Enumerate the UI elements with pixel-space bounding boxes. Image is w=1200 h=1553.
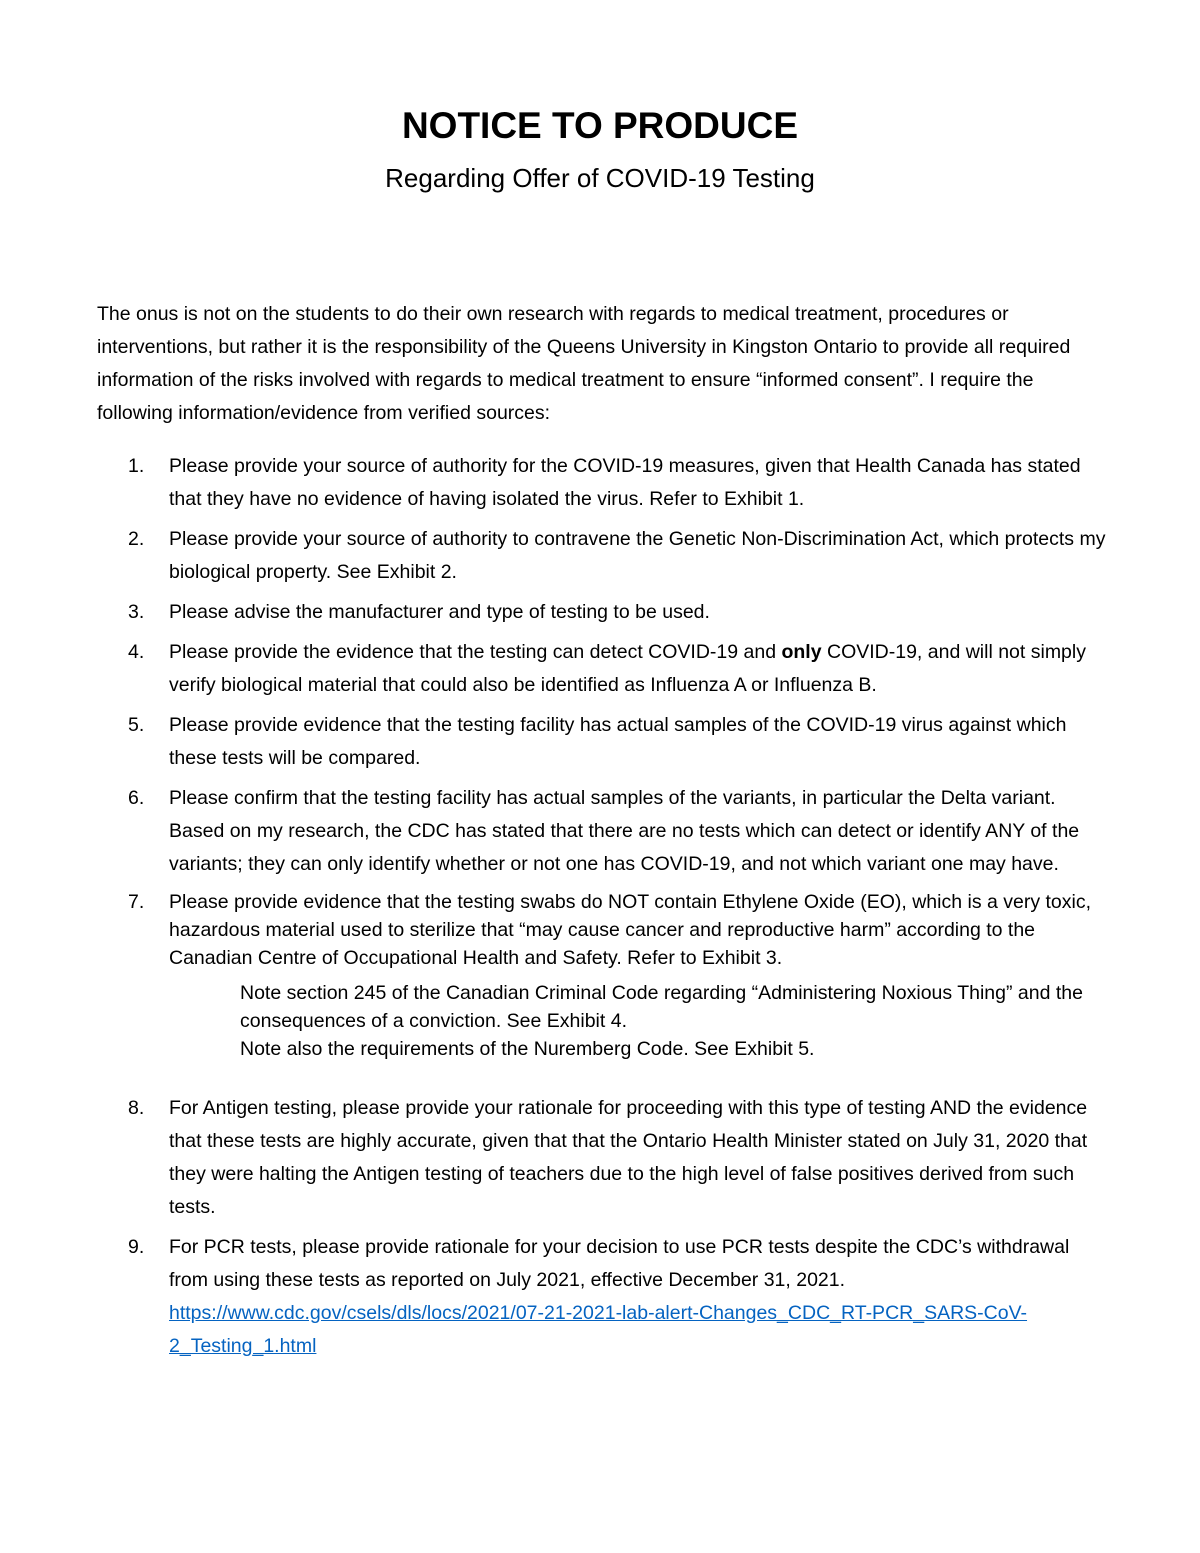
list-number: 4. [128, 641, 145, 663]
intro-paragraph: The onus is not on the students to do their own research with regards to medical treatment, procedures or interventions, but rather it is the responsibility of the Queens University in Kingston Ontario to provide all required information of the risks involved with regards to medical treatment to ensure “informed consent”. I require the following information/evidence from verified sources: [97, 303, 1071, 424]
spacer [97, 1063, 1107, 1092]
document-subtitle: Regarding Offer of COVID-19 Testing [385, 163, 815, 193]
list-number: 2. [128, 528, 145, 550]
list-item-8 [97, 1092, 1107, 1224]
list-item-text: Please provide your source of authority to contravene the Genetic Non-Discrimination Act, which protects my biological property. See Exhibit 2. [169, 528, 1106, 583]
list-number: 9. [128, 1236, 145, 1258]
list-item-5 [97, 709, 1107, 775]
note-criminal-code: Note section 245 of the Canadian Criminal Code regarding “Administering Noxious Thing” and the consequences of a conviction. See Exhibit 4. [240, 982, 1083, 1032]
list-number: 8. [128, 1097, 145, 1119]
list-item-7 [97, 888, 1107, 972]
list-item-text: Please advise the manufacturer and type of testing to be used. [169, 601, 710, 623]
list-item-text [169, 641, 1086, 696]
list-number: 7. [128, 891, 145, 913]
list-item-text: Please provide evidence that the testing facility has actual samples of the COVID-19 virus against which these tests will be compared. [169, 714, 1067, 769]
list-number: 5. [128, 714, 145, 736]
list-item-9 [97, 1231, 1107, 1363]
list-item-text: For Antigen testing, please provide your rationale for proceeding with this type of testing AND the evidence that these tests are highly accurate, given that that the Ontario Health Minister stated on July 31, 2020 that they were halting the Antigen testing of teachers due to the high level of false positives derived from such tests. [169, 1097, 1088, 1218]
list-number: 3. [128, 601, 145, 623]
list-item-2 [97, 523, 1107, 589]
cdc-lab-alert-link[interactable]: https://www.cdc.gov/csels/dls/locs/2021/07-21-2021-lab-alert-Changes_CDC_RT-PCR_SARS-CoV-2_Testing_1.html [169, 1302, 1028, 1357]
list-item-text-start: Please provide the evidence that the testing can detect COVID-19 and [169, 641, 782, 663]
list-number: 6. [128, 787, 145, 809]
list-item-text: Please provide your source of authority for the COVID-19 measures, given that Health Canada has stated that they have no evidence of having isolated the virus. Refer to Exhibit 1. [169, 455, 1081, 510]
emphasis-text: only [781, 641, 822, 663]
request-list [97, 450, 1107, 1370]
list-item-text: Please provide evidence that the testing swabs do NOT contain Ethylene Oxide (EO), which is a very toxic, hazardous material used to sterilize that “may cause cancer and reproductive harm” according to the Canadian Centre of Occupational Health and Safety. Refer to Exhibit 3. [169, 891, 1092, 969]
list-item-1 [97, 450, 1107, 516]
note-nuremberg-code: Note also the requirements of the Nuremberg Code. See Exhibit 5. [240, 1038, 815, 1060]
list-item-3 [97, 596, 1107, 629]
list-item-4 [97, 636, 1107, 702]
list-item-text: Please confirm that the testing facility has actual samples of the variants, in particular the Delta variant. Based on my research, the CDC has stated that there are no tests which can detect or identify ANY of the variants; they can only identify whether or not one has COVID-19, and not which variant one may have. [169, 787, 1080, 875]
list-item-6 [97, 782, 1107, 881]
list-number: 1. [128, 455, 145, 477]
list-item-text-end: COVID-19, and will not simply verify biological material that could also be identified as Influenza A or Influenza B. [169, 641, 1086, 696]
list-item-text: For PCR tests, please provide rationale for your decision to use PCR tests despite the CDC’s withdrawal from using these tests as reported on July 2021, effective December 31, 2021. [169, 1236, 1070, 1291]
document-title: NOTICE TO PRODUCE [401, 105, 799, 146]
